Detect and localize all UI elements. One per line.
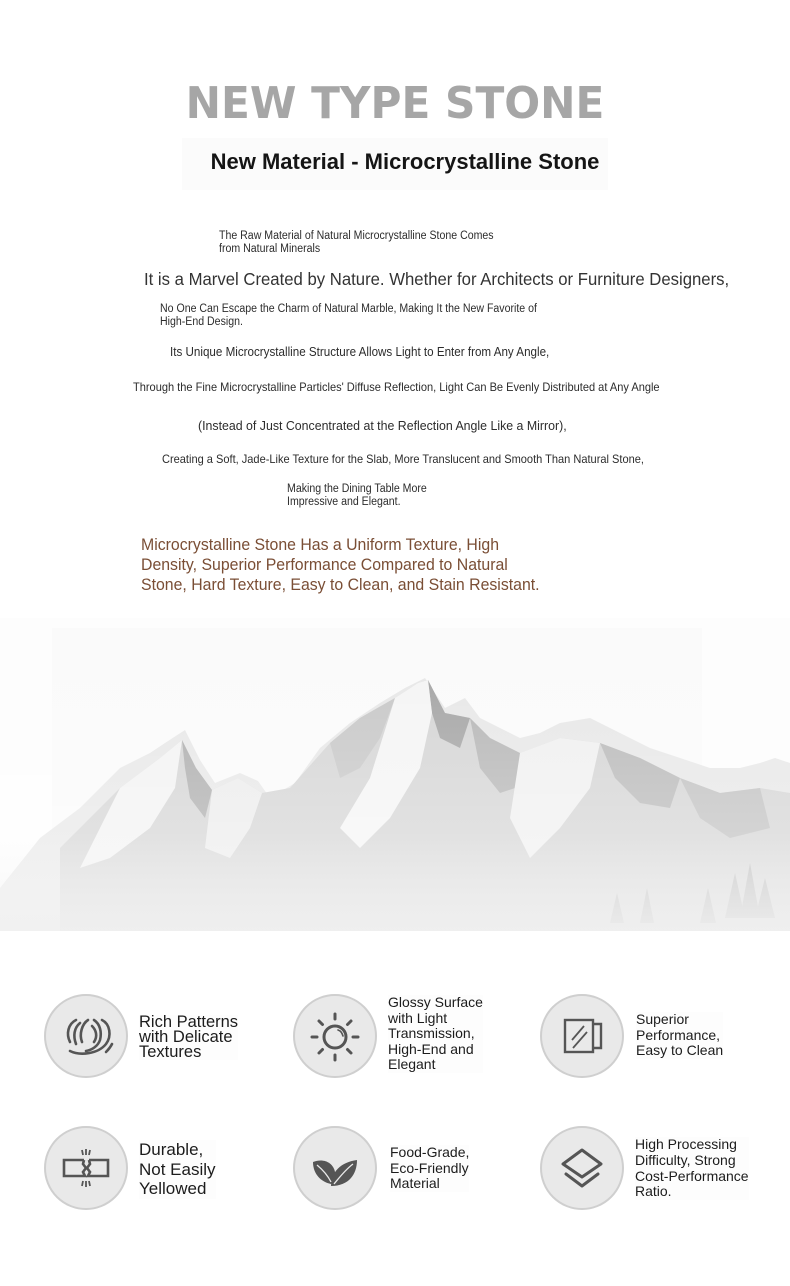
feature-text [139,1015,238,1060]
feature-icon-circle [540,994,624,1078]
feature-text-line: Superior [636,1011,689,1027]
feature-text-line: Material [390,1175,440,1191]
feature-text [635,1137,749,1200]
description-line: The Raw Material of Natural Microcrystalline Stone Comes [219,230,494,242]
page-title: NEW TYPE STONE [185,78,605,129]
feature-text-line: Yellowed [139,1179,207,1198]
feature-text-line: Difficulty, Strong [635,1151,736,1168]
feature-text-line: Not Easily [139,1159,216,1179]
page-subtitle: New Material - Microcrystalline Stone [210,149,600,174]
feature-icon-circle [540,1126,624,1210]
description-paragraph-6: (Instead of Just Concentrated at the Reflection Angle Like a Mirror), [198,418,567,433]
feature-text-line: Textures [139,1043,202,1061]
layers-icon [542,1128,622,1208]
leaf-icon [295,1128,375,1208]
description-paragraph-3 [160,303,537,329]
feature-text-line: Performance, [636,1026,721,1043]
feature-icon-circle [44,994,128,1078]
mountain-illustration [0,618,790,931]
highlight-line: Density, Superior Performance Compared to Natural [141,556,508,574]
description-line: Impressive and Elegant. [287,496,401,508]
feature-text-line: Easy to Clean [636,1042,724,1058]
broken-bar-icon [46,1128,126,1208]
glass-panel-icon [542,996,622,1076]
feature-text-line: High Processing [635,1136,737,1152]
highlight-line: Microcrystalline Stone Has a Uniform Texture, High [141,536,500,554]
feature-text-line: Ratio. [635,1183,672,1200]
description-line: Making the Dining Table More [287,483,427,495]
description-paragraph-7: Creating a Soft, Jade-Like Texture for the Slab, More Translucent and Smooth Than Natural Stone, [162,452,644,466]
feature-text [636,1012,723,1059]
feature-text-line: with Light [388,1009,448,1026]
highlight-statement [141,535,540,595]
feature-icon-circle [44,1126,128,1210]
description-line: from Natural Minerals [219,243,321,255]
snowy-mountain-image [0,618,790,931]
feature-text-line: High-End and [388,1040,474,1057]
feature-icon-circle [293,994,377,1078]
feature-text-line: with Delicate [139,1028,233,1046]
description-paragraph-1 [219,230,494,256]
description-line: High-End Design. [160,316,243,328]
swirl-pattern-icon [46,996,126,1076]
description-paragraph-2: It is a Marvel Created by Nature. Whether for Architects or Furniture Designers, [144,269,730,289]
feature-text-line: Glossy Surface [388,994,483,1010]
feature-text-line: Eco-Friendly [390,1159,469,1176]
feature-text-line: Durable, [139,1140,204,1159]
feature-text-line: Rich Patterns [139,1013,239,1031]
highlight-line: Stone, Hard Texture, Easy to Clean, and Stain Resistant. [141,576,540,594]
feature-text [388,995,483,1073]
description-paragraph-8 [287,483,427,509]
feature-text-line: Food-Grade, [390,1144,470,1160]
description-paragraph-5: Through the Fine Microcrystalline Particles' Diffuse Reflection, Light Can Be Evenly Distributed at Any Angle [133,380,660,394]
feature-icon-circle [293,1126,377,1210]
feature-text [139,1140,216,1199]
feature-text-line: Cost-Performance [635,1167,749,1184]
feature-text-line: Transmission, [388,1025,475,1042]
feature-text-line: Elegant [388,1056,436,1073]
description-line: No One Can Escape the Charm of Natural Marble, Making It the New Favorite of [160,303,537,315]
description-paragraph-4: Its Unique Microcrystalline Structure Allows Light to Enter from Any Angle, [170,345,550,359]
sun-gloss-icon [295,996,375,1076]
feature-text [390,1145,469,1192]
